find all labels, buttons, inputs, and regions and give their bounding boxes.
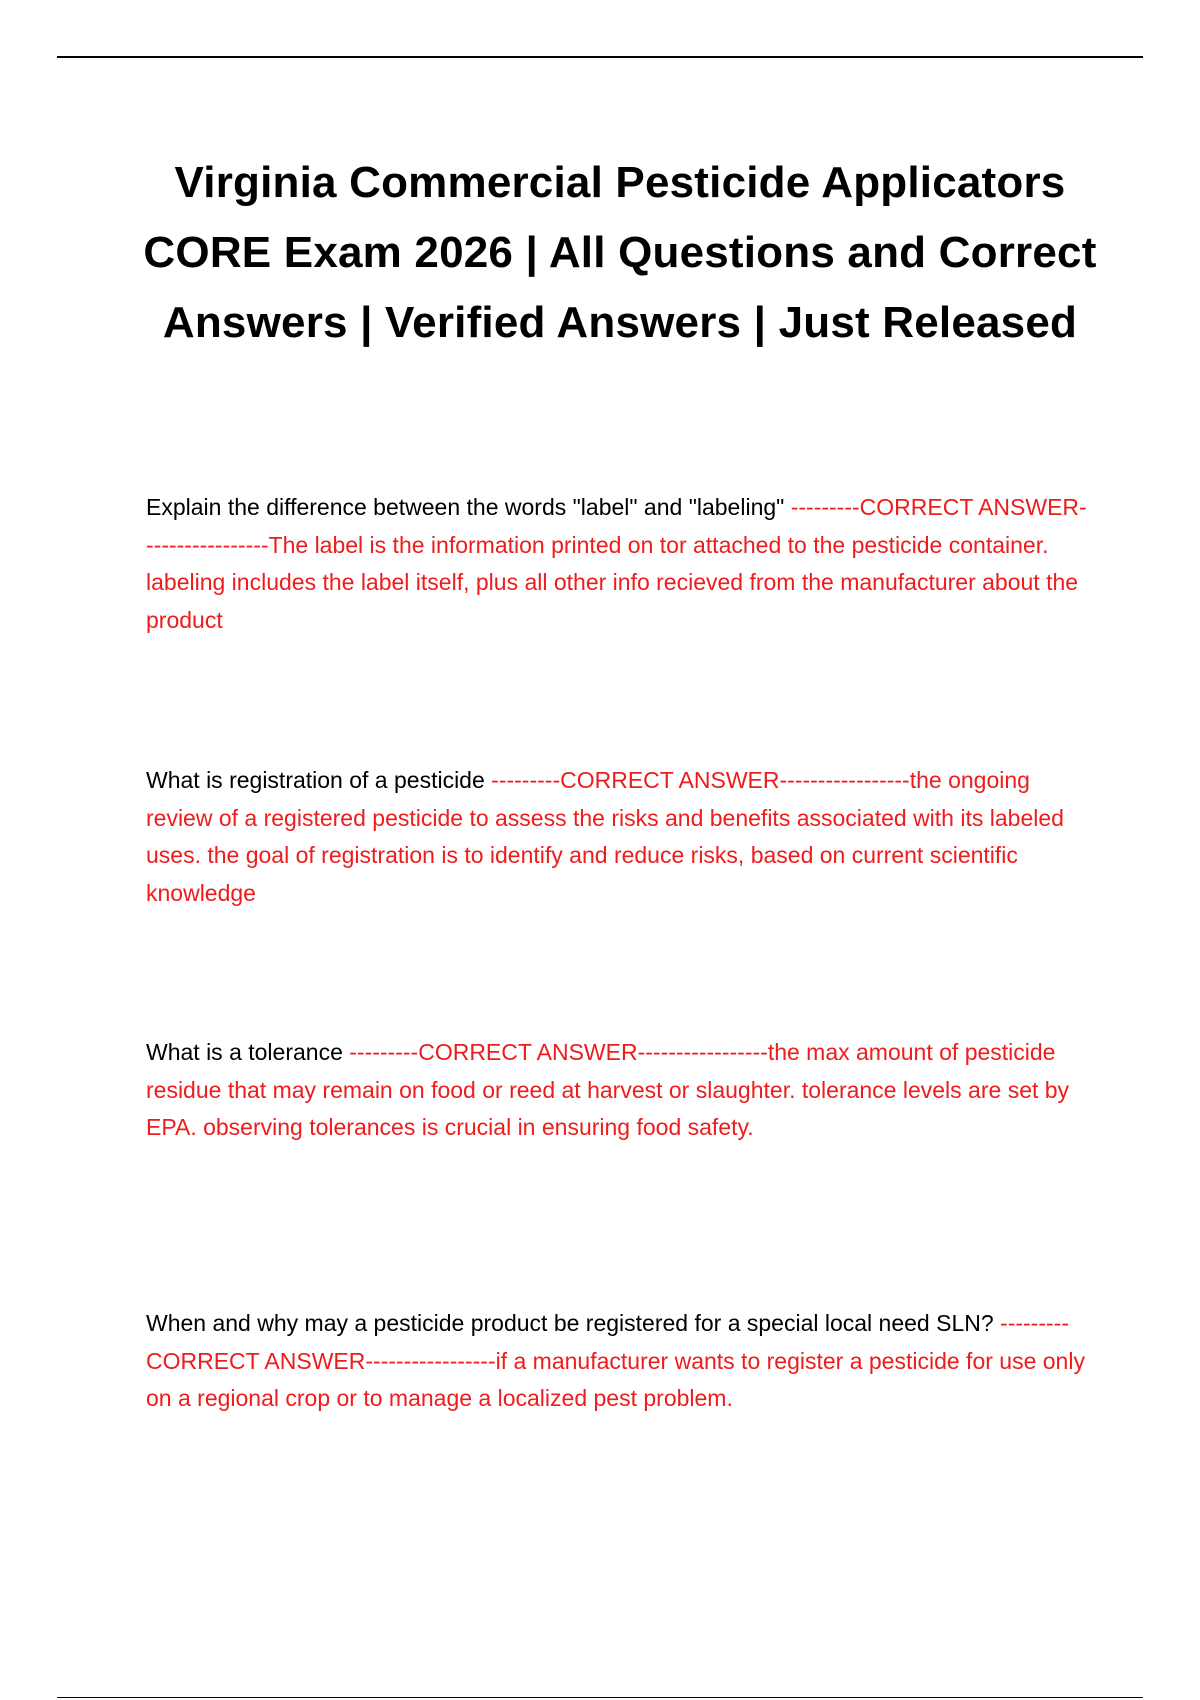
question-text: What is registration of a pesticide [146,767,485,793]
answer-text: The label is the information printed on tor attached to the pesticide container. labeling includes the label itself, plus all other info recieved from the manufacturer about the product [146,531,1079,633]
qa-item [146,1034,1091,1147]
qa-item [146,762,1091,912]
answer-separator: ----------------- [146,494,1087,558]
answer-text: the max amount of pesticide residue that may remain on food or reed at harvest or slaughter. tolerance levels are set by EPA. observing tolerances is crucial in ensuring food safety. [146,1039,1070,1140]
correct-answer-label: CORRECT ANSWER [859,494,1080,520]
correct-answer-label: CORRECT ANSWER [146,1347,366,1374]
question-text: When and why may a pesticide product be registered for a special local need SLN? [146,1310,994,1336]
answer-separator: --------- [491,767,561,793]
answer-separator: ----------------- [365,1347,496,1374]
bottom-divider [57,1697,1143,1698]
qa-item [146,1305,1091,1418]
document-title: Virginia Commercial Pesticide Applicators CORE Exam 2026 | All Questions and Correct Answers | Verified Answers | Just Released [143,158,1097,347]
answer-separator: ----------------- [779,767,910,793]
answer-separator: --------- [790,494,860,520]
qa-item [146,489,1091,639]
answer-text: the ongoing review of a registered pesticide to assess the risks and benefits associated with its labeled uses. the goal of registration is to identify and reduce risks, based on current scientific knowledge [146,767,1064,906]
question-text: Explain the difference between the words "label" and "labeling" [146,494,785,520]
answer-separator: --------- [349,1039,419,1065]
correct-answer-label: CORRECT ANSWER [418,1039,638,1065]
answer-text: if a manufacturer wants to register a pesticide for use only on a regional crop or to manage a localized pest problem. [146,1347,1085,1411]
correct-answer-label: CORRECT ANSWER [560,767,780,793]
answer-separator: --------- [1000,1310,1069,1336]
answer-separator: ----------------- [637,1039,768,1065]
top-divider [57,56,1143,58]
question-text: What is a tolerance [146,1039,343,1065]
